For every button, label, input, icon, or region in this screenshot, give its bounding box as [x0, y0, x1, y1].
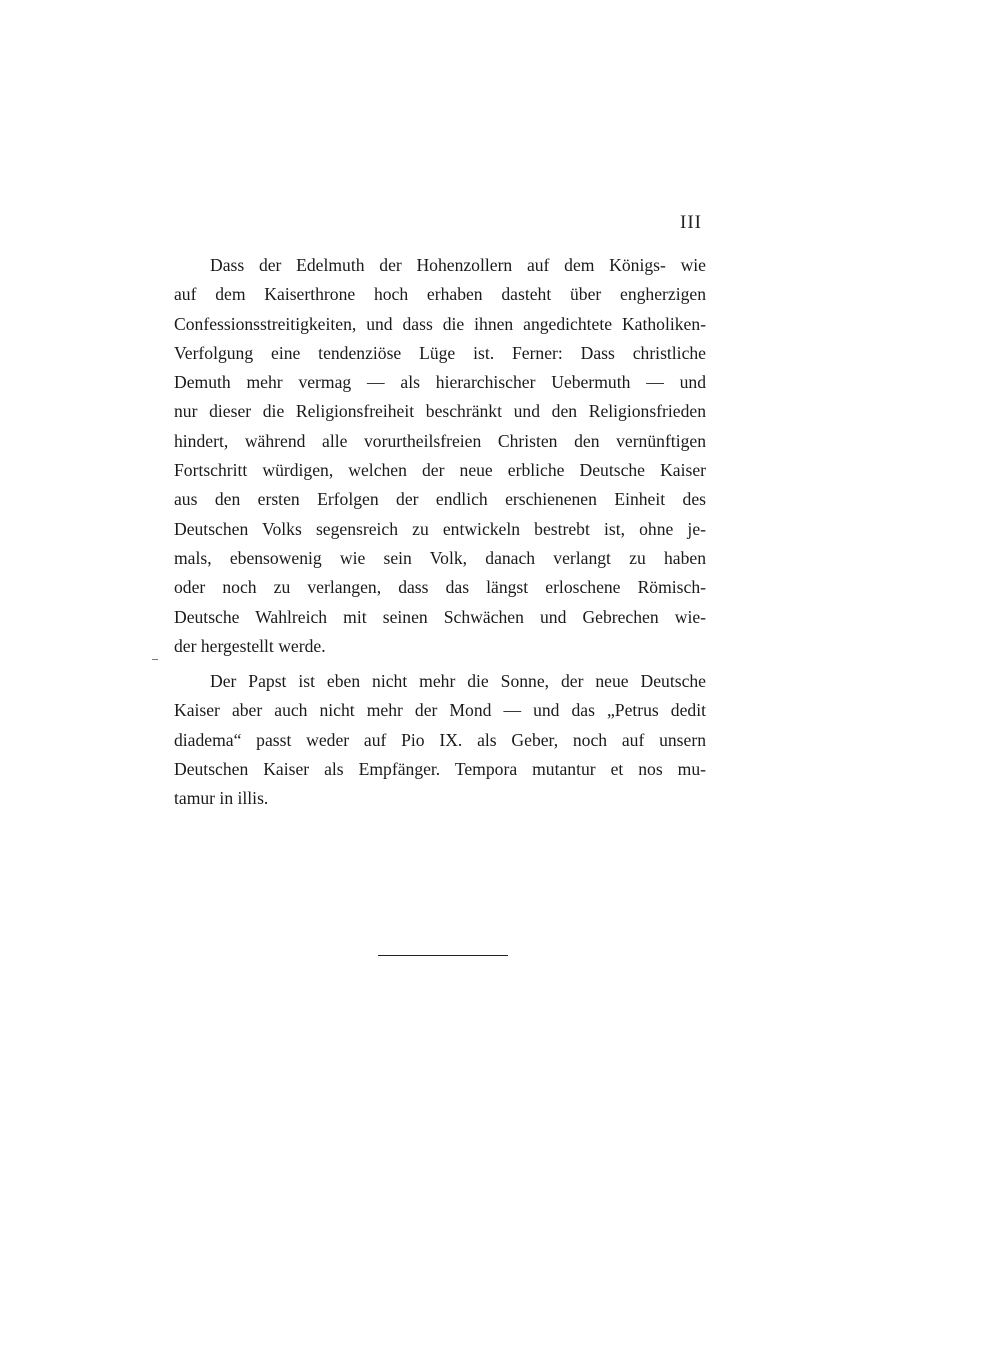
text-line: Deutsche Wahlreich mit seinen Schwächen und Gebrechen wie-	[174, 606, 706, 627]
closing-rule	[378, 955, 508, 956]
text-line: aus den ersten Erfolgen der endlich erschienenen Einheit des	[174, 489, 706, 510]
paragraph-2	[174, 667, 706, 813]
text-line: Demuth mehr vermag — als hierarchischer Uebermuth — und	[174, 372, 706, 393]
text-line: Deutschen Volks segensreich zu entwickeln bestrebt ist, ohne je-	[174, 518, 706, 539]
text-line: auf dem Kaiserthrone hoch erhaben dasteht über engherzigen	[174, 284, 706, 305]
text-line: diadema“ passt weder auf Pio IX. als Geber, noch auf unsern	[174, 729, 706, 750]
text-line: Kaiser aber auch nicht mehr der Mond — und das „Petrus dedit	[174, 700, 706, 721]
paragraph-1	[174, 251, 706, 661]
text-line: hindert, während alle vorurtheilsfreien Christen den vernünftigen	[174, 430, 706, 451]
body-text	[174, 251, 706, 814]
margin-mark	[152, 659, 158, 660]
text-line: mals, ebensowenig wie sein Volk, danach verlangt zu haben	[174, 547, 706, 568]
text-line: Verfolgung eine tendenziöse Lüge ist. Ferner: Dass christliche	[174, 342, 706, 363]
text-line: nur dieser die Religionsfreiheit beschränkt und den Religionsfrieden	[174, 401, 706, 422]
text-line: oder noch zu verlangen, dass das längst erloschene Römisch-	[174, 577, 706, 598]
text-line: Fortschritt würdigen, welchen der neue erbliche Deutsche Kaiser	[174, 460, 706, 481]
page-number: III	[680, 212, 702, 233]
text-line: der hergestellt werde.	[174, 635, 326, 656]
text-line: Dass der Edelmuth der Hohenzollern auf dem Königs- wie	[210, 255, 706, 275]
text-line: tamur in illis.	[174, 788, 269, 809]
text-line: Deutschen Kaiser als Empfänger. Tempora mutantur et nos mu-	[174, 759, 706, 780]
text-line: Der Papst ist eben nicht mehr die Sonne, der neue Deutsche	[210, 671, 706, 692]
text-line: Confessionsstreitigkeiten, und dass die ihnen angedichtete Katholiken-	[174, 313, 706, 334]
